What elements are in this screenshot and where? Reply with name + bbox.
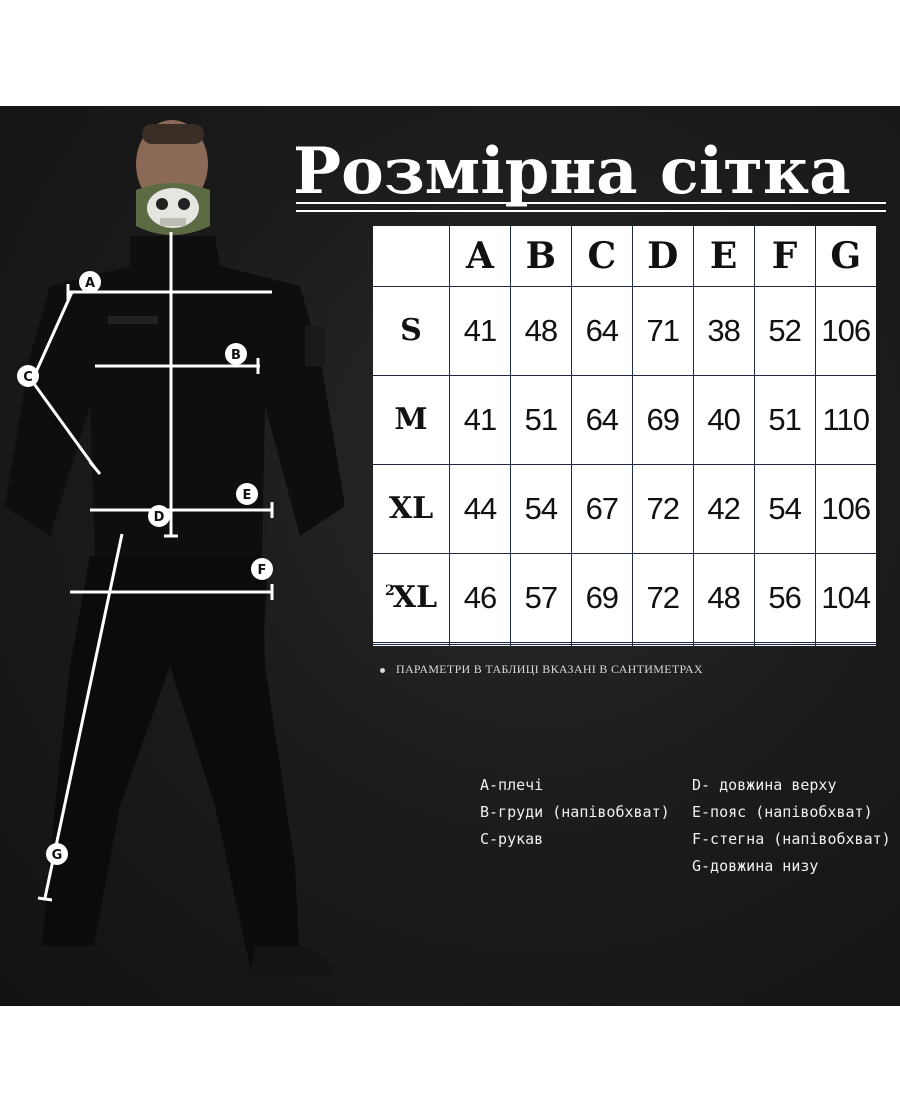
table-header-row	[373, 226, 876, 287]
size-name: XL	[388, 491, 434, 527]
size-label	[373, 464, 450, 553]
empty-cell	[815, 645, 876, 646]
legend-item: D- довжина верху	[692, 776, 837, 794]
legend-item: E-пояс (напівобхват)	[692, 803, 873, 821]
size-table	[373, 226, 876, 646]
table-cell: 56	[754, 553, 815, 642]
column-header: E	[693, 226, 754, 287]
page-title: Розмірна сітка	[293, 134, 851, 209]
legend-item: C-рукав	[480, 830, 544, 848]
table-cell: 106	[815, 464, 876, 553]
table-cell: 57	[510, 553, 571, 642]
size-label	[373, 553, 450, 642]
note-text: ПАРАМЕТРИ В ТАБЛИЦІ ВКАЗАНІ В САНТИМЕТРАХ	[396, 662, 703, 676]
model-figure	[0, 106, 360, 1006]
table-cell: 40	[693, 375, 754, 464]
table-cell: 51	[510, 375, 571, 464]
empty-cell	[510, 645, 571, 646]
column-header: A	[450, 226, 511, 287]
size-label	[373, 375, 450, 464]
table-row	[373, 464, 876, 553]
size-chart-panel	[0, 106, 900, 1006]
table-cell: 54	[754, 464, 815, 553]
empty-table-row	[373, 645, 876, 646]
table-cell: 67	[571, 464, 632, 553]
empty-cell	[754, 645, 815, 646]
legend-item: F-стегна (напівобхват)	[692, 830, 891, 848]
table-cell: 44	[450, 464, 511, 553]
size-name: M	[394, 402, 428, 438]
table-cell: 69	[632, 375, 693, 464]
legend-right	[692, 772, 891, 880]
legend-left	[480, 772, 670, 853]
size-name: S	[400, 313, 422, 349]
table-row	[373, 375, 876, 464]
title-underline	[296, 202, 886, 212]
column-header: F	[754, 226, 815, 287]
table-cell: 38	[693, 287, 754, 376]
column-header: C	[571, 226, 632, 287]
size-prefix: 2	[384, 583, 395, 600]
table-row	[373, 287, 876, 376]
legend-item: A-плечі	[480, 776, 544, 794]
table-cell: 48	[510, 287, 571, 376]
table-cell: 106	[815, 287, 876, 376]
table-cell: 41	[450, 287, 511, 376]
empty-cell	[693, 645, 754, 646]
marker-d: D	[153, 510, 165, 525]
table-cell: 72	[632, 464, 693, 553]
bullet-icon	[380, 668, 385, 673]
table-cell: 64	[571, 287, 632, 376]
marker-a: A	[84, 276, 96, 291]
table-corner-cell	[373, 226, 450, 287]
empty-cell	[571, 645, 632, 646]
size-table-body	[373, 226, 876, 646]
table-cell: 72	[632, 553, 693, 642]
table-cell: 52	[754, 287, 815, 376]
legend-item: B-груди (напівобхват)	[480, 803, 670, 821]
size-label	[373, 287, 450, 376]
table-cell: 46	[450, 553, 511, 642]
empty-cell	[373, 645, 450, 646]
column-header: B	[510, 226, 571, 287]
legend-item: G-довжина низу	[692, 857, 819, 875]
table-row	[373, 553, 876, 642]
table-cell: 69	[571, 553, 632, 642]
table-cell: 71	[632, 287, 693, 376]
empty-cell	[450, 645, 511, 646]
marker-f: F	[257, 563, 267, 578]
marker-g: G	[51, 848, 63, 863]
table-cell: 54	[510, 464, 571, 553]
measurement-note	[380, 662, 703, 677]
table-cell: 104	[815, 553, 876, 642]
size-name: XL	[392, 580, 438, 616]
table-cell: 42	[693, 464, 754, 553]
skull-mask-icon	[136, 183, 210, 235]
column-header: D	[632, 226, 693, 287]
column-header: G	[815, 226, 876, 287]
table-cell: 110	[815, 375, 876, 464]
marker-c: C	[23, 370, 33, 385]
table-cell: 64	[571, 375, 632, 464]
table-cell: 51	[754, 375, 815, 464]
marker-e: E	[242, 488, 252, 503]
table-cell: 48	[693, 553, 754, 642]
marker-b: B	[231, 348, 241, 363]
empty-cell	[632, 645, 693, 646]
table-cell: 41	[450, 375, 511, 464]
